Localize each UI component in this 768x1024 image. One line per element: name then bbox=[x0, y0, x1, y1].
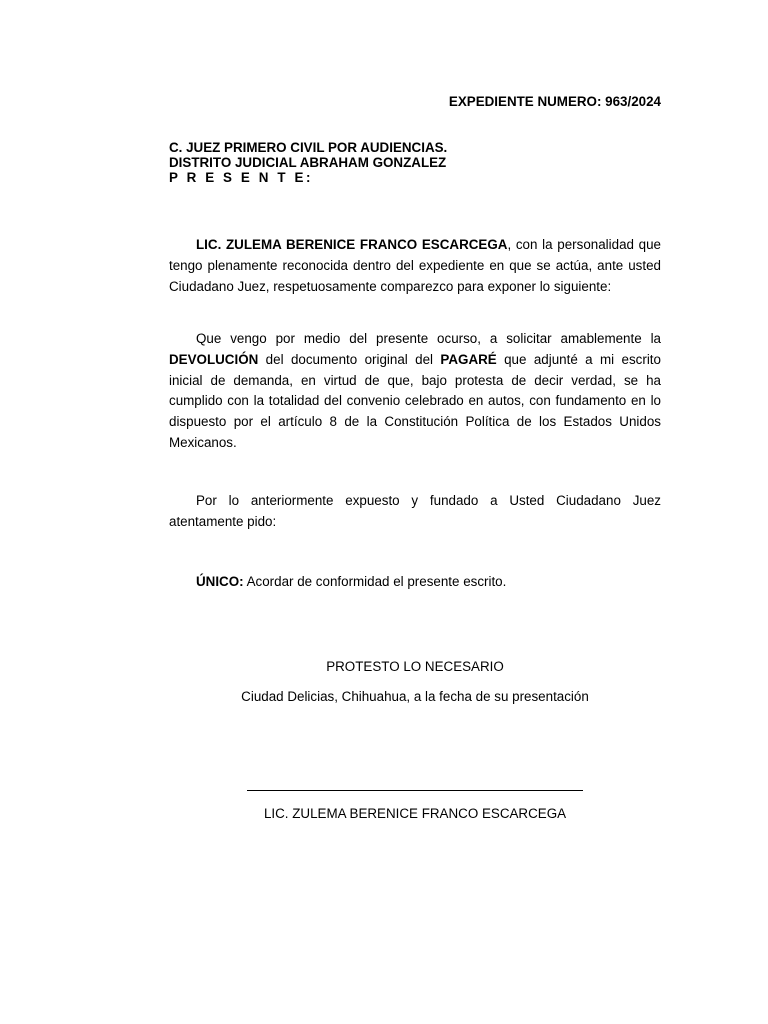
addressee-judge: C. JUEZ PRIMERO CIVIL POR AUDIENCIAS. bbox=[169, 140, 448, 155]
addressee-block bbox=[169, 140, 447, 185]
introduction-text: , con la personalidad que tengo plenamente reconocida dentro del expediente en que se actúa, ante usted Ciudadano Juez, respetuosamente comparezco para exponer lo siguiente: bbox=[169, 237, 662, 294]
addressee-presente: P R E S E N T E: bbox=[169, 170, 314, 185]
paragraph-conclusion: Por lo anteriormente expuesto y fundado a Usted Ciudadano Juez atentamente pido: bbox=[169, 493, 661, 529]
protesto-line: PROTESTO LO NECESARIO bbox=[326, 659, 504, 674]
case-number: EXPEDIENTE NUMERO: 963/2024 bbox=[448, 94, 661, 109]
request-rest: que adjunté a mi escrito inicial de demanda, en virtud de que, bajo protesta de decir verdad, se ha cumplido con la totalidad del convenio celebrado en autos, con fundamento en lo dispuesto por el artículo 8 de la Constitución Política de los Estados Unidos Mexicanos. bbox=[169, 351, 661, 450]
addressee-district: DISTRITO JUDICIAL ABRAHAM GONZALEZ bbox=[169, 155, 447, 170]
petition-label: ÚNICO: bbox=[196, 574, 244, 589]
petitioner-name: LIC. ZULEMA BERENICE FRANCO ESCARCEGA bbox=[196, 237, 508, 252]
term-pagare: PAGARÉ bbox=[440, 351, 497, 367]
paragraph-introduction bbox=[169, 235, 661, 297]
request-middle: del documento original del bbox=[258, 351, 441, 367]
place-date-line: Ciudad Delicias, Chihuahua, a la fecha de su presentación bbox=[241, 689, 589, 704]
request-intro: Que vengo por medio del presente ocurso, a solicitar amablemente la bbox=[196, 331, 661, 346]
petition-text: Acordar de conformidad el presente escrito. bbox=[243, 574, 507, 589]
paragraph-request bbox=[169, 329, 661, 454]
term-devolucion: DEVOLUCIÓN bbox=[169, 351, 259, 367]
signature-line bbox=[247, 790, 583, 791]
signer-name: LIC. ZULEMA BERENICE FRANCO ESCARCEGA bbox=[263, 806, 567, 821]
petition-point bbox=[169, 572, 661, 593]
